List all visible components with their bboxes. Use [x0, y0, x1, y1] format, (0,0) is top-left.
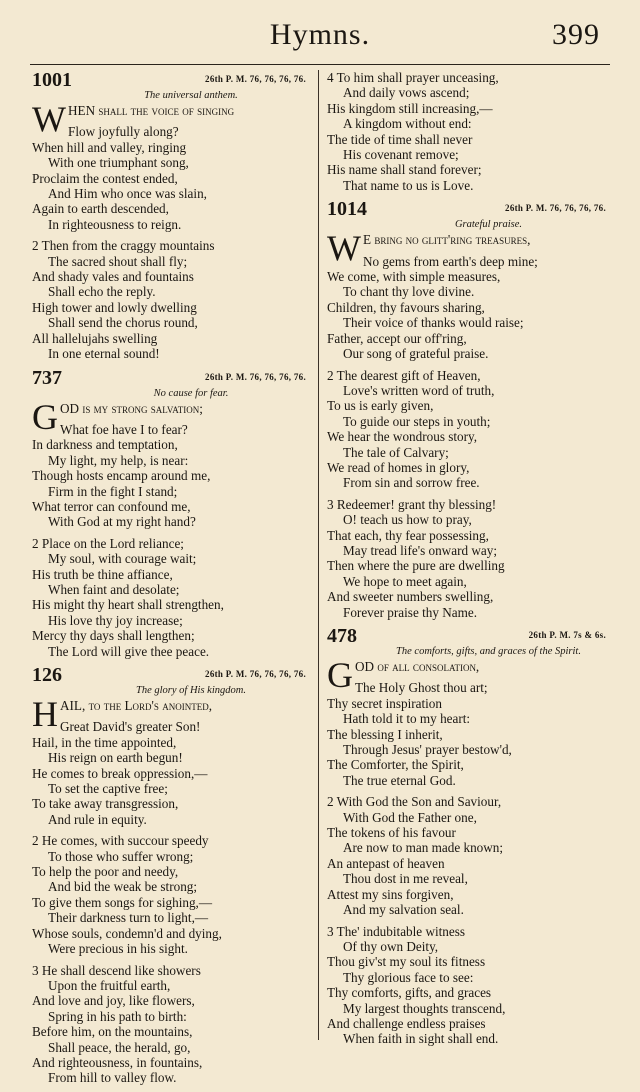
verse-line: We read of homes in glory,	[327, 459, 470, 475]
verse-line: And righteousness, in fountains,	[32, 1054, 203, 1070]
hymn-title: The glory of His kingdom.	[136, 685, 246, 696]
verse-line: He comes to break oppression,—	[32, 765, 208, 781]
verse-line: The tide of time shall never	[327, 131, 473, 147]
verse-line: Hath told it to my heart:	[343, 711, 471, 727]
hymn	[32, 368, 310, 660]
verse-line: Were precious in his sight.	[48, 941, 188, 957]
verse-line: When faint and desolate;	[48, 581, 180, 597]
verse-line: To us is early given,	[327, 398, 434, 414]
verse-line: His covenant remove;	[343, 147, 459, 163]
hymn	[32, 665, 310, 1086]
verse-line: To those who suffer wrong;	[48, 848, 194, 864]
verse-line: Thy glorious face to see:	[343, 969, 474, 985]
stanza	[327, 680, 610, 788]
hymn-meter: 26th P. M. 76, 76, 76, 76.	[205, 371, 306, 382]
hymn-number: 1014	[327, 198, 367, 221]
verse-line: Upon the fruitful earth,	[48, 977, 171, 993]
verse-line: High tower and lowly dwelling	[32, 299, 197, 315]
drop-cap: G	[327, 655, 353, 695]
hymn-meter: 26th P. M. 76, 76, 76, 76.	[205, 74, 306, 84]
verse-line: His love thy joy increase;	[48, 612, 183, 628]
verse-line: We hear the wondrous story,	[327, 429, 478, 445]
verse-line: In one eternal sound!	[48, 346, 160, 362]
verse-line: The true eternal God.	[343, 772, 456, 788]
verse-line: In righteousness to reign.	[48, 216, 182, 232]
verse-line: When hill and valley, ringing	[32, 139, 187, 155]
hymn-number: 478	[327, 625, 357, 647]
verse-line: Through Jesus' prayer bestow'd,	[343, 742, 512, 758]
verse-line: His reign on earth begun!	[48, 750, 183, 766]
verse-line: Thou giv'st my soul its fitness	[327, 954, 486, 970]
stanza	[327, 254, 610, 362]
verse-line: To help the poor and needy,	[32, 864, 179, 880]
verse-line: My largest thoughts transcend,	[343, 1000, 506, 1016]
verse-line: Then where the pure are dwelling	[327, 558, 505, 574]
hymn-meter: 26th P. M. 76, 76, 76, 76.	[205, 669, 306, 679]
verse-line: The Lord will give thee peace.	[48, 643, 210, 659]
stanza	[327, 70, 610, 193]
first-line-text: OD of all consolation,	[355, 659, 480, 674]
verse-line: What terror can confound me,	[32, 498, 191, 514]
hymn	[327, 626, 610, 1047]
verse-line: Shall echo the reply.	[48, 284, 156, 300]
verse-line: That name to us is Love.	[343, 177, 474, 193]
verse-line: Attest my sins forgiven,	[327, 886, 454, 902]
verse-line: O! teach us how to pray,	[343, 512, 472, 528]
verse-line: Great David's greater Son!	[60, 719, 201, 735]
stanza	[32, 963, 310, 1086]
verse-line: And rule in equity.	[48, 811, 147, 827]
verse-line: His kingdom still increasing,—	[327, 100, 493, 116]
verse-line: That each, thy fear possessing,	[327, 527, 489, 543]
verse-line: We hope to meet again,	[343, 573, 467, 589]
hymn-header	[32, 665, 310, 684]
verse-line: The Comforter, the Spirit,	[327, 757, 464, 773]
verse-line: In darkness and temptation,	[32, 437, 178, 453]
drop-cap: H	[32, 694, 58, 734]
verse-line: 2 The dearest gift of Heaven,	[327, 367, 481, 383]
verse-line: Before him, on the mountains,	[32, 1024, 193, 1040]
verse-line: Our song of grateful praise.	[343, 346, 489, 362]
hymn-number: 1001	[32, 69, 72, 91]
verse-line: Of thy own Deity,	[343, 938, 439, 954]
verse-line: May tread life's onward way;	[343, 542, 497, 558]
hymn-header	[327, 198, 610, 221]
verse-line: A kingdom without end:	[343, 116, 472, 132]
verse-line: And daily vows ascend;	[343, 85, 470, 101]
verse-line: Are now to man made known;	[343, 840, 504, 856]
verse-line: With God the Father one,	[343, 809, 477, 825]
column-divider	[318, 70, 319, 1040]
left-column	[32, 70, 310, 1092]
verse-line: Thou dost in me reveal,	[343, 871, 468, 887]
verse-line: Shall peace, the herald, go,	[48, 1039, 191, 1055]
first-line-text: OD is my strong salvation;	[60, 400, 203, 416]
verse-line: 3 Redeemer! grant thy blessing!	[327, 496, 497, 512]
verse-line: To set the captive free;	[48, 781, 168, 797]
verse-line: Mercy thy days shall lengthen;	[32, 628, 195, 644]
drop-cap: W	[32, 99, 66, 139]
verse-line: Hail, in the time appointed,	[32, 734, 177, 750]
verse-line: 2 With God the Son and Saviour,	[327, 794, 502, 810]
page-title: Hymns.	[269, 18, 371, 51]
stanza	[32, 238, 310, 361]
verse-line: Again to earth descended,	[32, 201, 169, 217]
stanza	[32, 719, 310, 827]
verse-line: The blessing I inherit,	[327, 726, 443, 742]
verse-line: What foe have I to fear?	[60, 421, 188, 437]
hymn	[327, 199, 610, 620]
verse-line: To guide our steps in youth;	[343, 413, 491, 429]
right-column	[327, 70, 610, 1053]
hymn-title: The comforts, gifts, and graces of the Spirit.	[396, 646, 581, 657]
verse-line: Though hosts encamp around me,	[32, 468, 211, 484]
hymn-header	[327, 626, 610, 645]
verse-line: To give them songs for sighing,—	[32, 894, 213, 910]
stanza	[327, 497, 610, 620]
verse-line: And shady vales and fountains	[32, 269, 194, 285]
verse-line: Forever praise thy Name.	[343, 604, 478, 620]
verse-line: His truth be thine affiance,	[32, 566, 173, 582]
stanza	[327, 794, 610, 917]
stanza	[32, 422, 310, 530]
stanza	[32, 833, 310, 956]
verse-line: Firm in the fight I stand;	[48, 483, 178, 499]
hymn	[327, 70, 610, 193]
verse-line: All hallelujahs swelling	[32, 330, 158, 346]
verse-line: And Him who once was slain,	[48, 186, 207, 202]
verse-line: No gems from earth's deep mine;	[362, 253, 538, 269]
stanza	[327, 924, 610, 1047]
verse-line: Whose souls, condemn'd and dying,	[32, 925, 222, 941]
verse-line: From hill to valley flow.	[48, 1070, 177, 1086]
drop-cap: W	[327, 228, 361, 269]
verse-line: Children, thy favours sharing,	[327, 299, 485, 315]
hymn-meter: 26th P. M. 7s & 6s.	[528, 630, 606, 640]
verse-line: My light, my help, is near:	[48, 452, 189, 468]
hymn-header	[32, 70, 310, 89]
verse-line: 3 The' indubitable witness	[327, 923, 466, 939]
drop-cap: G	[32, 396, 58, 437]
verse-line: 2 Place on the Lord reliance;	[32, 535, 184, 551]
verse-line: The tale of Calvary;	[343, 444, 449, 460]
verse-line: His name shall stand forever;	[327, 162, 482, 178]
verse-line: Love's written word of truth,	[343, 382, 495, 398]
first-line-text: HEN shall the voice of singing	[67, 103, 235, 118]
verse-line: His might thy heart shall strengthen,	[32, 597, 224, 613]
hymn-number: 737	[32, 366, 62, 389]
verse-line: From sin and sorrow free.	[343, 475, 480, 491]
verse-line: To take away transgression,	[32, 796, 179, 812]
stanza	[32, 124, 310, 232]
verse-line: And bid the weak be strong;	[48, 879, 198, 895]
first-line-text: AIL, to the Lord's anointed,	[60, 698, 213, 713]
verse-line: And challenge endless praises	[327, 1015, 486, 1031]
verse-line: Their darkness turn to light,—	[48, 910, 209, 926]
page-number: 399	[552, 18, 600, 51]
verse-line: My soul, with courage wait;	[48, 551, 197, 567]
verse-line: When faith in sight shall end.	[343, 1031, 499, 1047]
verse-line: And love and joy, like flowers,	[32, 993, 195, 1009]
header-rule	[30, 64, 610, 65]
verse-line: 4 To him shall prayer unceasing,	[327, 70, 499, 85]
stanza	[32, 536, 310, 659]
hymn-title: No cause for fear.	[153, 387, 229, 399]
verse-line: The sacred shout shall fly;	[48, 253, 188, 269]
verse-line: Thy secret inspiration	[327, 695, 442, 711]
verse-line: 3 He shall descend like showers	[32, 962, 201, 978]
verse-line: Thy comforts, gifts, and graces	[327, 985, 492, 1001]
verse-line: Their voice of thanks would raise;	[343, 315, 524, 331]
verse-line: An antepast of heaven	[327, 855, 445, 871]
verse-line: 2 Then from the craggy mountains	[32, 238, 215, 254]
stanza	[327, 368, 610, 491]
hymn-meter: 26th P. M. 76, 76, 76, 76.	[505, 203, 606, 214]
verse-line: 2 He comes, with succour speedy	[32, 833, 209, 849]
verse-line: With God at my right hand?	[48, 514, 196, 530]
verse-line: Flow joyfully along?	[67, 124, 179, 140]
verse-line: And sweeter numbers swelling,	[327, 589, 494, 605]
first-line-text: E bring no glitt'ring treasures,	[362, 232, 531, 248]
verse-line: Shall send the chorus round,	[48, 315, 198, 331]
hymn-title: The universal anthem.	[144, 90, 238, 101]
verse-line: We come, with simple measures,	[327, 269, 501, 285]
hymn-number: 126	[32, 664, 62, 686]
verse-line: Proclaim the contest ended,	[32, 170, 178, 186]
verse-line: To chant thy love divine.	[343, 284, 475, 300]
verse-line: Spring in his path to birth:	[48, 1008, 187, 1024]
hymn-title: Grateful praise.	[454, 219, 523, 231]
verse-line: And my salvation seal.	[343, 902, 464, 918]
verse-line: The tokens of his favour	[327, 825, 456, 841]
verse-line: With one triumphant song,	[48, 155, 189, 171]
verse-line: The Holy Ghost thou art;	[355, 680, 488, 696]
verse-line: Father, accept our off'ring,	[327, 330, 467, 346]
hymn	[32, 70, 310, 362]
hymn-header	[32, 368, 310, 387]
